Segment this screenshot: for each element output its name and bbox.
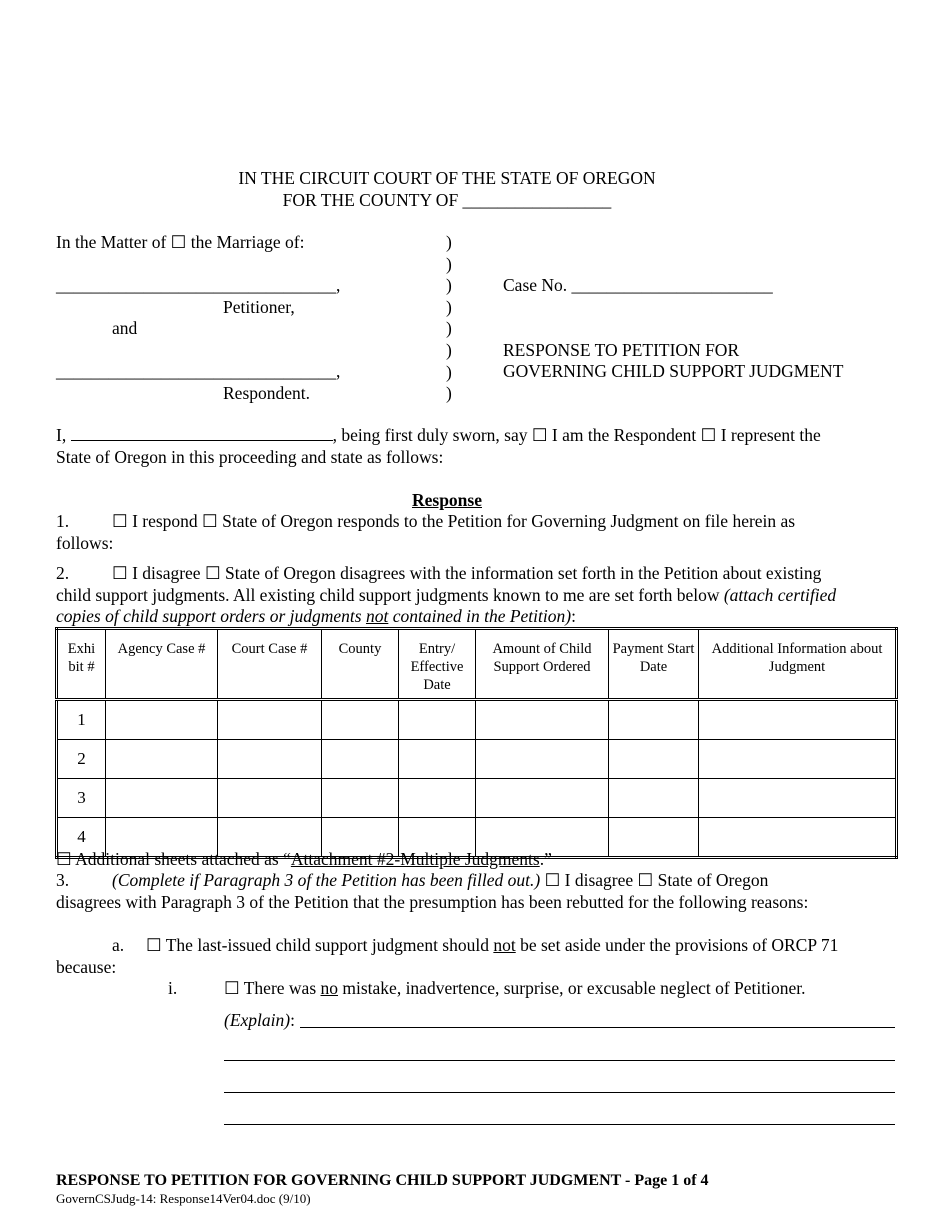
additional-info-cell[interactable] (699, 818, 897, 858)
row-number: 4 (57, 818, 106, 858)
section-heading: Response (411, 490, 482, 510)
row-number: 3 (57, 779, 106, 818)
attachment-link: Attachment #2-Multiple Judgments (290, 849, 540, 869)
court-header (0, 168, 894, 211)
header-agency-case: Agency Case # (106, 629, 218, 700)
para2-text: ☐ I disagree ☐ State of Oregon disagrees with the information set forth in the Petition about existing (112, 563, 822, 583)
para3-number: 3. (56, 870, 70, 890)
payment-start-cell[interactable] (609, 740, 699, 779)
county-cell[interactable] (322, 700, 399, 740)
entry-date-cell[interactable] (399, 740, 476, 779)
header-amount: Amount of Child Support Ordered (476, 629, 609, 700)
additional-info-cell[interactable] (699, 740, 897, 779)
affiant-name-field[interactable] (71, 426, 333, 441)
payment-start-cell[interactable] (609, 818, 699, 858)
table-row (57, 740, 897, 779)
explain-label: (Explain): (224, 1010, 295, 1030)
explain-line-1[interactable] (300, 1027, 895, 1028)
header-payment-start: Payment Start Date (609, 629, 699, 700)
explain-line-2[interactable] (224, 1060, 895, 1061)
item-i-text: ☐ There was no mistake, inadvertence, surprise, or excusable neglect of Petitioner. (224, 978, 806, 998)
para1-text: ☐ I respond ☐ State of Oregon responds to the Petition for Governing Judgment on file herein as (112, 511, 796, 531)
row-number: 1 (57, 700, 106, 740)
payment-start-cell[interactable] (609, 779, 699, 818)
payment-start-cell[interactable] (609, 700, 699, 740)
row-number: 2 (57, 740, 106, 779)
header-court-case: Court Case # (218, 629, 322, 700)
table-row (57, 700, 897, 740)
court-case-cell[interactable] (218, 779, 322, 818)
affiant-statement: I, , being first duly sworn, say ☐ I am the Respondent ☐ I represent the (56, 425, 821, 445)
agency-case-cell[interactable] (106, 700, 218, 740)
county-line: FOR THE COUNTY OF _________________ (282, 190, 612, 210)
para3-text-line2: disagrees with Paragraph 3 of the Petition that the presumption has been rebutted for the following reasons: (56, 892, 809, 912)
table-row (57, 779, 897, 818)
amount-cell[interactable] (476, 779, 609, 818)
petitioner-name-blank: ________________________________, (56, 275, 341, 295)
document-title-line1: RESPONSE TO PETITION FOR (503, 340, 740, 360)
footer-title: RESPONSE TO PETITION FOR GOVERNING CHILD SUPPORT JUDGMENT - Page 1 of 4 (56, 1172, 709, 1189)
item-a-text-line2: because: (56, 957, 117, 977)
para2-text-line2: child support judgments. All existing child support judgments known to me are set forth below (attach certified (56, 585, 837, 605)
additional-info-cell[interactable] (699, 779, 897, 818)
court-name: IN THE CIRCUIT COURT OF THE STATE OF OREGON (238, 168, 656, 188)
case-number: Case No. _______________________ (503, 275, 773, 295)
table-header-row (57, 629, 897, 700)
document-title-line2: GOVERNING CHILD SUPPORT JUDGMENT (503, 361, 844, 381)
explain-line-4[interactable] (224, 1124, 895, 1125)
header-exhibit: Exhi bit # (57, 629, 106, 700)
caption-divider: ) ) ) ) ) ) ) ) (446, 232, 452, 404)
attachment-note: ☐ Additional sheets attached as “Attachment #2-Multiple Judgments.” (56, 849, 552, 869)
amount-cell[interactable] (476, 700, 609, 740)
court-case-cell[interactable] (218, 740, 322, 779)
header-county: County (322, 629, 399, 700)
item-a-text: ☐ The last-issued child support judgment should not be set aside under the provisions of ORCP 71 (146, 935, 839, 955)
agency-case-cell[interactable] (106, 779, 218, 818)
item-i-label: i. (168, 978, 178, 998)
footer-doc-id: GovernCSJudg-14: Response14Ver04.doc (9/10) (56, 1191, 311, 1206)
and-label: and (112, 318, 138, 338)
entry-date-cell[interactable] (399, 779, 476, 818)
judgments-table (55, 627, 898, 859)
agency-case-cell[interactable] (106, 740, 218, 779)
respondent-name-blank: ________________________________, (56, 361, 341, 381)
respondent-label: Respondent. (223, 383, 311, 403)
para1-number: 1. (56, 511, 70, 531)
petitioner-label: Petitioner, (223, 297, 295, 317)
county-cell[interactable] (322, 740, 399, 779)
header-entry-date: Entry/ Effective Date (399, 629, 476, 700)
explain-line-3[interactable] (224, 1092, 895, 1093)
entry-date-cell[interactable] (399, 700, 476, 740)
para3-text: (Complete if Paragraph 3 of the Petition has been filled out.) ☐ I disagree ☐ State of Oregon (112, 870, 769, 890)
additional-info-cell[interactable] (699, 700, 897, 740)
affiant-statement-line2: State of Oregon in this proceeding and state as follows: (56, 447, 444, 467)
court-case-cell[interactable] (218, 700, 322, 740)
item-a-label: a. (112, 935, 125, 955)
para2-text-line3: copies of child support orders or judgments not contained in the Petition): (56, 606, 576, 626)
county-cell[interactable] (322, 779, 399, 818)
header-additional-info: Additional Information about Judgment (699, 629, 897, 700)
para1-text-line2: follows: (56, 533, 114, 553)
matter-line: In the Matter of ☐ the Marriage of: (56, 232, 305, 252)
para2-number: 2. (56, 563, 70, 583)
amount-cell[interactable] (476, 740, 609, 779)
